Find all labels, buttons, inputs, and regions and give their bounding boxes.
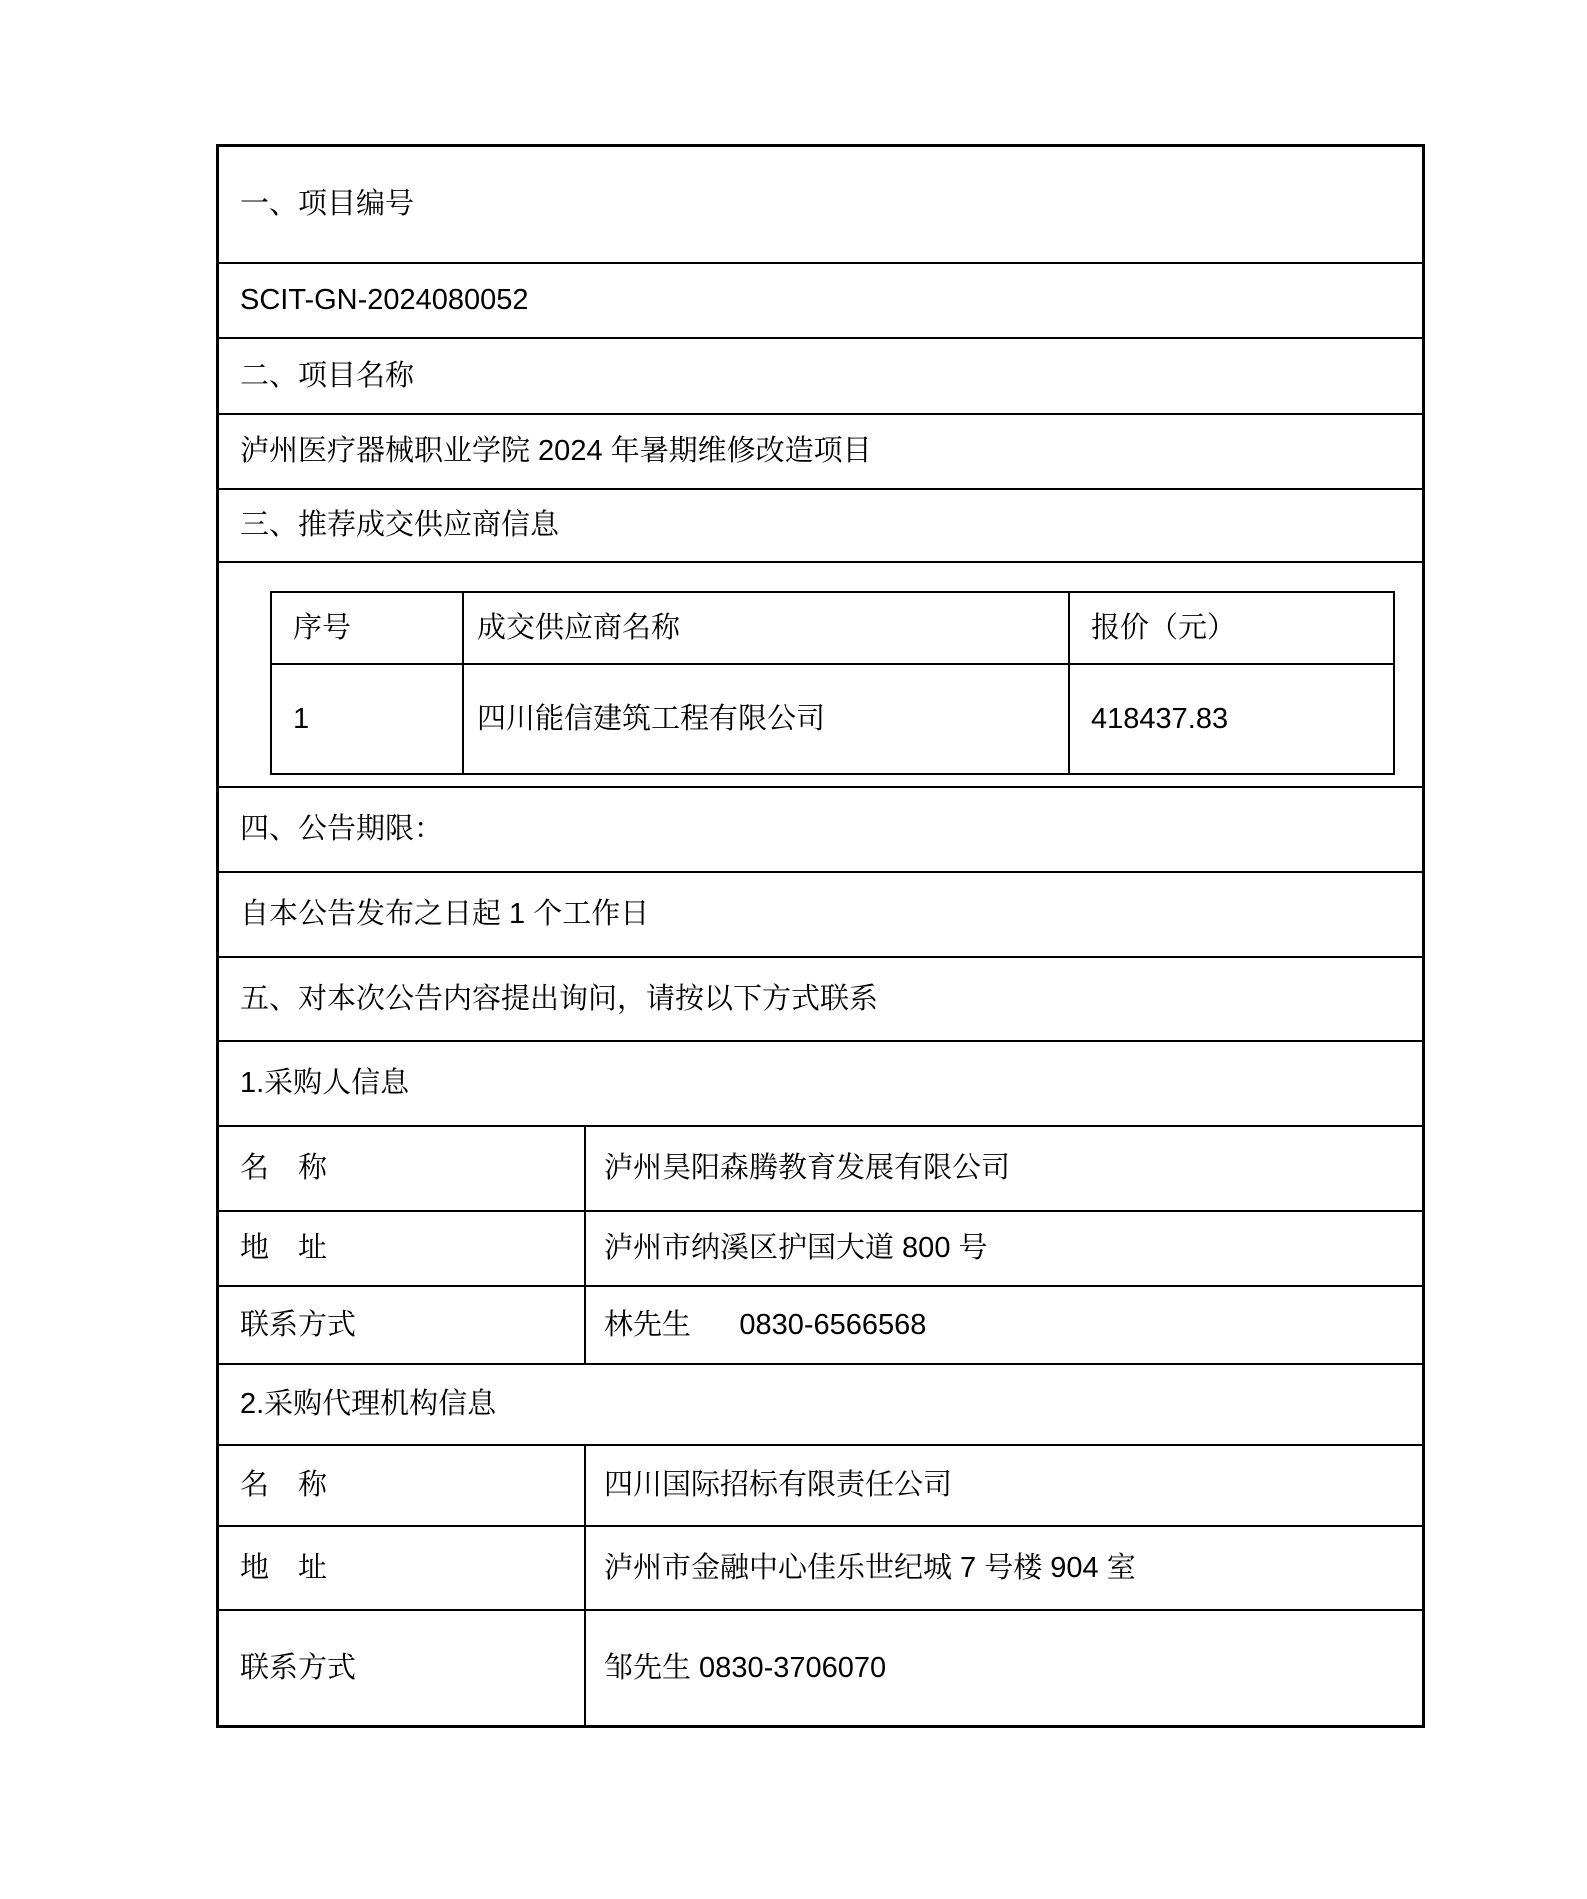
agency-contact-row [219, 1609, 1422, 1725]
supplier-table [270, 591, 1395, 775]
purchaser-address-value: 泸州市纳溪区护国大道 800 号 [604, 1232, 988, 1265]
supplier-header-no: 序号 [272, 593, 464, 663]
section2-title: 二、项目名称 [240, 359, 415, 392]
purchaser-name-row [219, 1125, 1422, 1210]
section5-title-row [219, 956, 1422, 1040]
purchaser-name-value: 泸州昊阳森腾教育发展有限公司 [604, 1152, 1011, 1185]
purchaser-address-row [219, 1210, 1422, 1285]
section5-title: 五、对本次公告内容提出询问，请按以下方式联系 [240, 982, 879, 1015]
section4-title: 四、公告期限： [240, 813, 444, 846]
section2-title-row [219, 337, 1422, 413]
announcement-period-value: 自本公告发布之日起 1 个工作日 [240, 898, 650, 931]
purchaser-contact-value: 林先生 0830-6566568 [604, 1308, 927, 1341]
section3-title-row [219, 488, 1422, 561]
agency-contact-value: 邹先生 0830-3706070 [604, 1651, 887, 1684]
project-number-value: SCIT-GN-2024080052 [240, 284, 529, 317]
agency-section-label: 2.采购代理机构信息 [240, 1388, 497, 1421]
purchaser-name-label: 名 称 [219, 1127, 586, 1210]
agency-section-label-row [219, 1363, 1422, 1444]
purchaser-section-label-row [219, 1040, 1422, 1125]
section3-title: 三、推荐成交供应商信息 [240, 509, 560, 542]
purchaser-contact-row [219, 1285, 1422, 1363]
agency-address-label: 地 址 [219, 1527, 586, 1609]
supplier-row-name: 四川能信建筑工程有限公司 [464, 665, 1070, 773]
section1-title-row [219, 147, 1422, 262]
section1-title: 一、项目编号 [240, 188, 415, 221]
purchaser-contact-label: 联系方式 [219, 1287, 586, 1363]
supplier-header-name: 成交供应商名称 [464, 593, 1070, 663]
agency-address-value: 泸州市金融中心佳乐世纪城 7 号楼 904 室 [604, 1551, 1136, 1584]
supplier-table-data-row [272, 663, 1393, 773]
purchaser-section-label: 1.采购人信息 [240, 1067, 410, 1100]
agency-name-label: 名 称 [219, 1446, 586, 1525]
project-name-row [219, 413, 1422, 488]
agency-contact-label: 联系方式 [219, 1611, 586, 1725]
supplier-header-price: 报价（元） [1091, 611, 1237, 644]
announcement-table [216, 144, 1425, 1728]
purchaser-address-label: 地 址 [219, 1212, 586, 1285]
supplier-table-header-row [272, 593, 1393, 663]
announcement-period-row [219, 871, 1422, 956]
supplier-table-container-row [219, 561, 1422, 786]
supplier-row-price: 418437.83 [1091, 702, 1229, 735]
section4-title-row [219, 786, 1422, 871]
project-number-row [219, 262, 1422, 337]
supplier-row-no: 1 [272, 665, 464, 773]
agency-name-value: 四川国际招标有限责任公司 [604, 1469, 953, 1502]
agency-address-row [219, 1525, 1422, 1609]
project-name-value: 泸州医疗器械职业学院 2024 年暑期维修改造项目 [240, 435, 872, 468]
agency-name-row [219, 1444, 1422, 1525]
